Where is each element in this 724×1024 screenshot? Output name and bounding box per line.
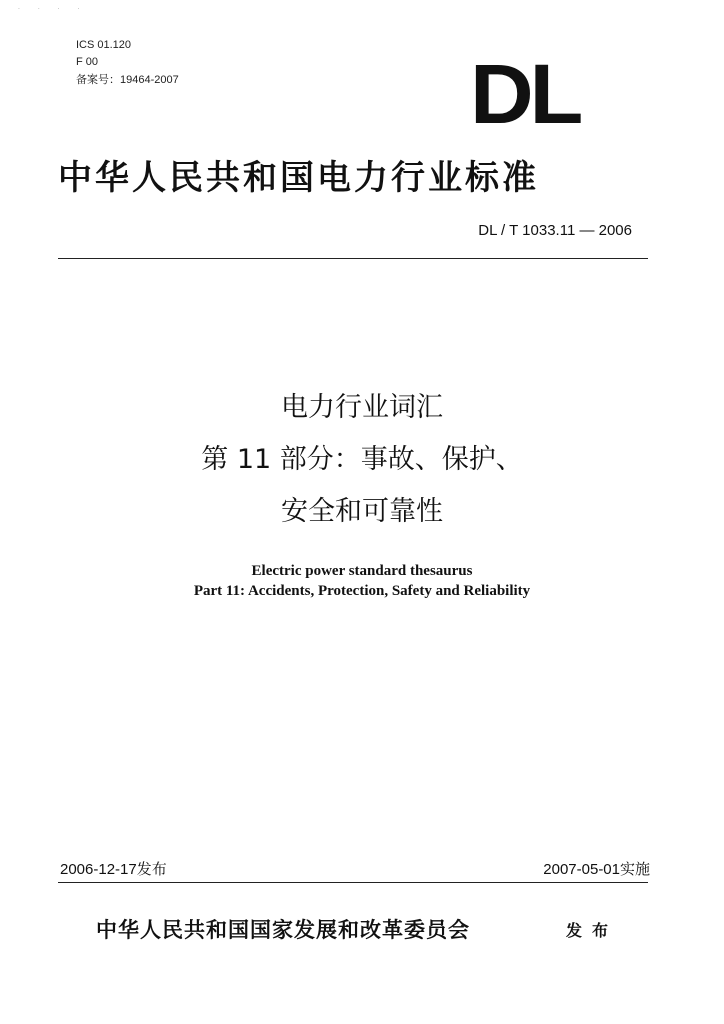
record-number: 备案号：19464-2007 (76, 74, 179, 86)
publish-label: 发布 (566, 921, 619, 940)
title-en-line1: Electric power standard thesaurus (251, 563, 473, 579)
title-en-line2: Part 11: Accidents, Protection, Safety and Reliability (193, 583, 531, 599)
title-zh-line1: 电力行业词汇 (281, 392, 443, 423)
effective-date: 2007-05-01实施 (543, 861, 650, 878)
footer-divider (58, 882, 648, 883)
ics-code: ICS 01.120 (76, 39, 132, 51)
standard-number: DL / T 1033.11 — 2006 (478, 222, 632, 239)
title-zh-line2: 第 11 部分：事故、保护、 (201, 444, 523, 475)
category-code: F 00 (76, 56, 99, 68)
main-title: 中华人民共和国电力行业标准 (58, 158, 539, 198)
publisher-name: 中华人民共和国国家发展和改革委员会 (96, 917, 470, 942)
title-zh-line3: 安全和可靠性 (281, 496, 443, 527)
dl-logo: DL (470, 47, 580, 141)
scan-specks: · · · · (18, 6, 88, 13)
issue-date: 2006-12-17发布 (60, 861, 167, 878)
header-divider (58, 258, 648, 259)
